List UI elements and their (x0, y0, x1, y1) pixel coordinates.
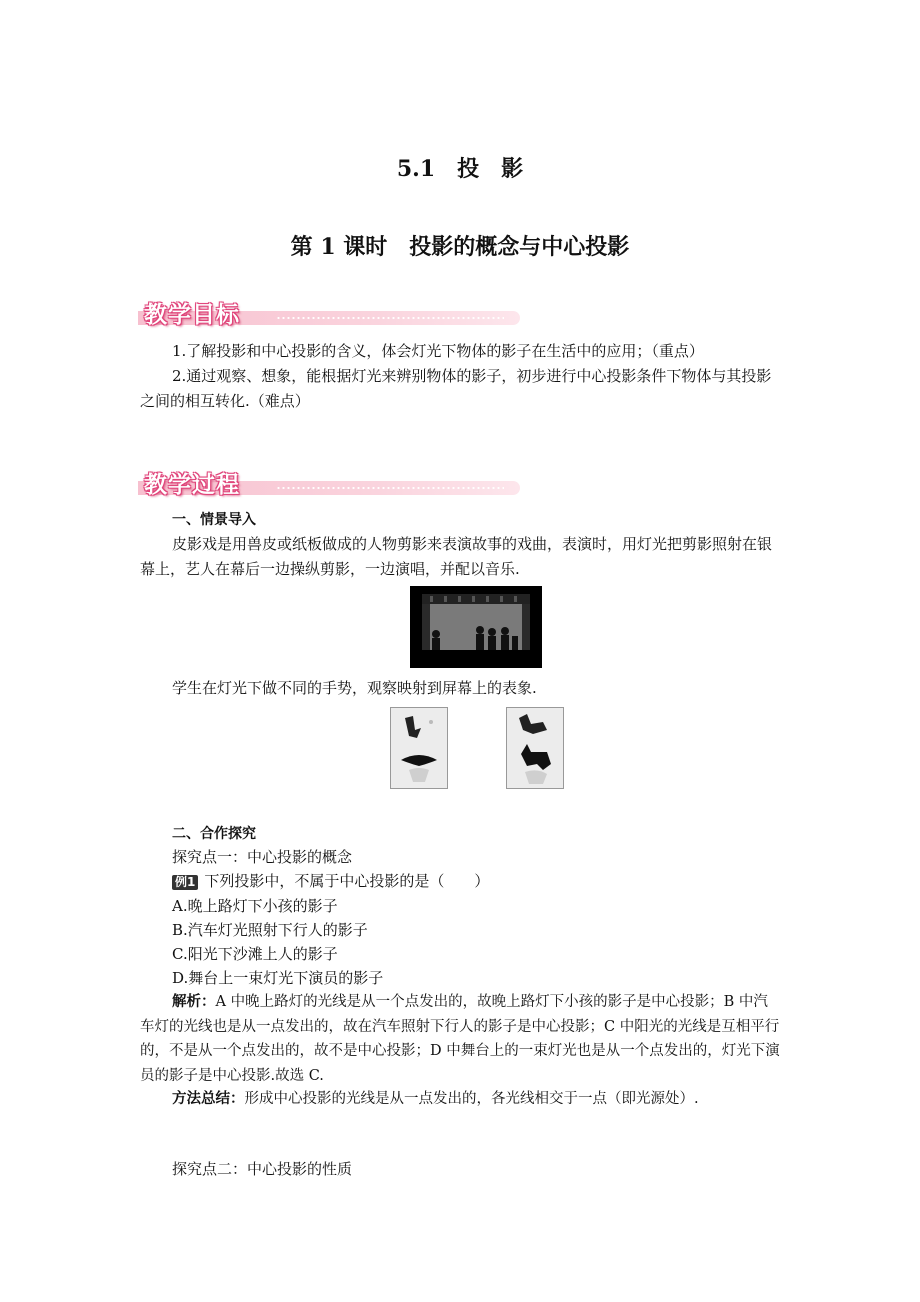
objectives-banner-label: 教学目标 (144, 302, 240, 328)
option-a: A.晚上路灯下小孩的影子 (172, 897, 338, 915)
objective-item-1: 1.了解投影和中心投影的含义，体会灯光下物体的影子在生活中的应用；（重点） (172, 342, 704, 360)
section-title: 5.1 投 影 (396, 156, 524, 182)
hand-shadow-animal-illustration (507, 708, 563, 788)
example-badge: 例1 (172, 875, 198, 890)
lesson-title: 第 1 课时 投影的概念与中心投影 (290, 234, 630, 260)
analysis-text: A 中晚上路灯的光线是从一个点发出的，故晚上路灯下小孩的影子是中心投影；B 中汽车灯的光线也是从一点发出的，故在汽车照射下行人的影子是中心投影；C 中阳光的光线是互相平行的，不是从一个点发出的，故不是中心投影；D 中舞台上的一束灯光也是从一个点发出的，灯光下演员的影子是中心投影.故选 C. (140, 994, 780, 1084)
shadow-play-illustration (410, 586, 542, 668)
method-summary (140, 1087, 782, 1112)
explore-point-1: 探究点一：中心投影的概念 (172, 848, 353, 866)
hand-shadow-bird-illustration (391, 708, 447, 788)
intro-paragraph: 皮影戏是用兽皮或纸板做成的人物剪影来表演故事的戏曲，表演时，用灯光把剪影照射在银幕上，艺人在幕后一边操纵剪影，一边演唱，并配以音乐. (140, 535, 773, 578)
method-label: 方法总结： (172, 1091, 245, 1107)
process-banner-label: 教学过程 (144, 472, 240, 498)
example-1 (140, 869, 782, 894)
option-b: B.汽车灯光照射下行人的影子 (172, 921, 368, 939)
hand-shadow-image-1 (390, 707, 448, 789)
intro-paragraph-2: 学生在灯光下做不同的手势，观察映射到屏幕上的表象. (172, 679, 537, 697)
option-c: C.阳光下沙滩上人的影子 (172, 945, 338, 963)
objective-item-2: 2.通过观察、想象，能根据灯光来辨别物体的影子，初步进行中心投影条件下物体与其投影之间的相互转化.（难点） (140, 367, 772, 410)
analysis (140, 990, 782, 1088)
method-text: 形成中心投影的光线是从一点发出的，各光线相交于一点（即光源处）. (244, 1091, 699, 1107)
option-d: D.舞台上一束灯光下演员的影子 (172, 969, 384, 987)
process-banner (138, 468, 520, 498)
explore-heading: 二、合作探究 (172, 826, 256, 842)
intro-heading: 一、情景导入 (172, 512, 256, 528)
analysis-label: 解析： (172, 994, 216, 1010)
banner-dots (276, 317, 504, 319)
hand-shadow-image-2 (506, 707, 564, 789)
explore-point-2: 探究点二：中心投影的性质 (172, 1160, 353, 1178)
banner-dots (276, 487, 504, 489)
shadow-play-image (410, 586, 542, 668)
example-question: 下列投影中，不属于中心投影的是（ ） (204, 872, 490, 890)
objectives-banner (138, 298, 520, 328)
